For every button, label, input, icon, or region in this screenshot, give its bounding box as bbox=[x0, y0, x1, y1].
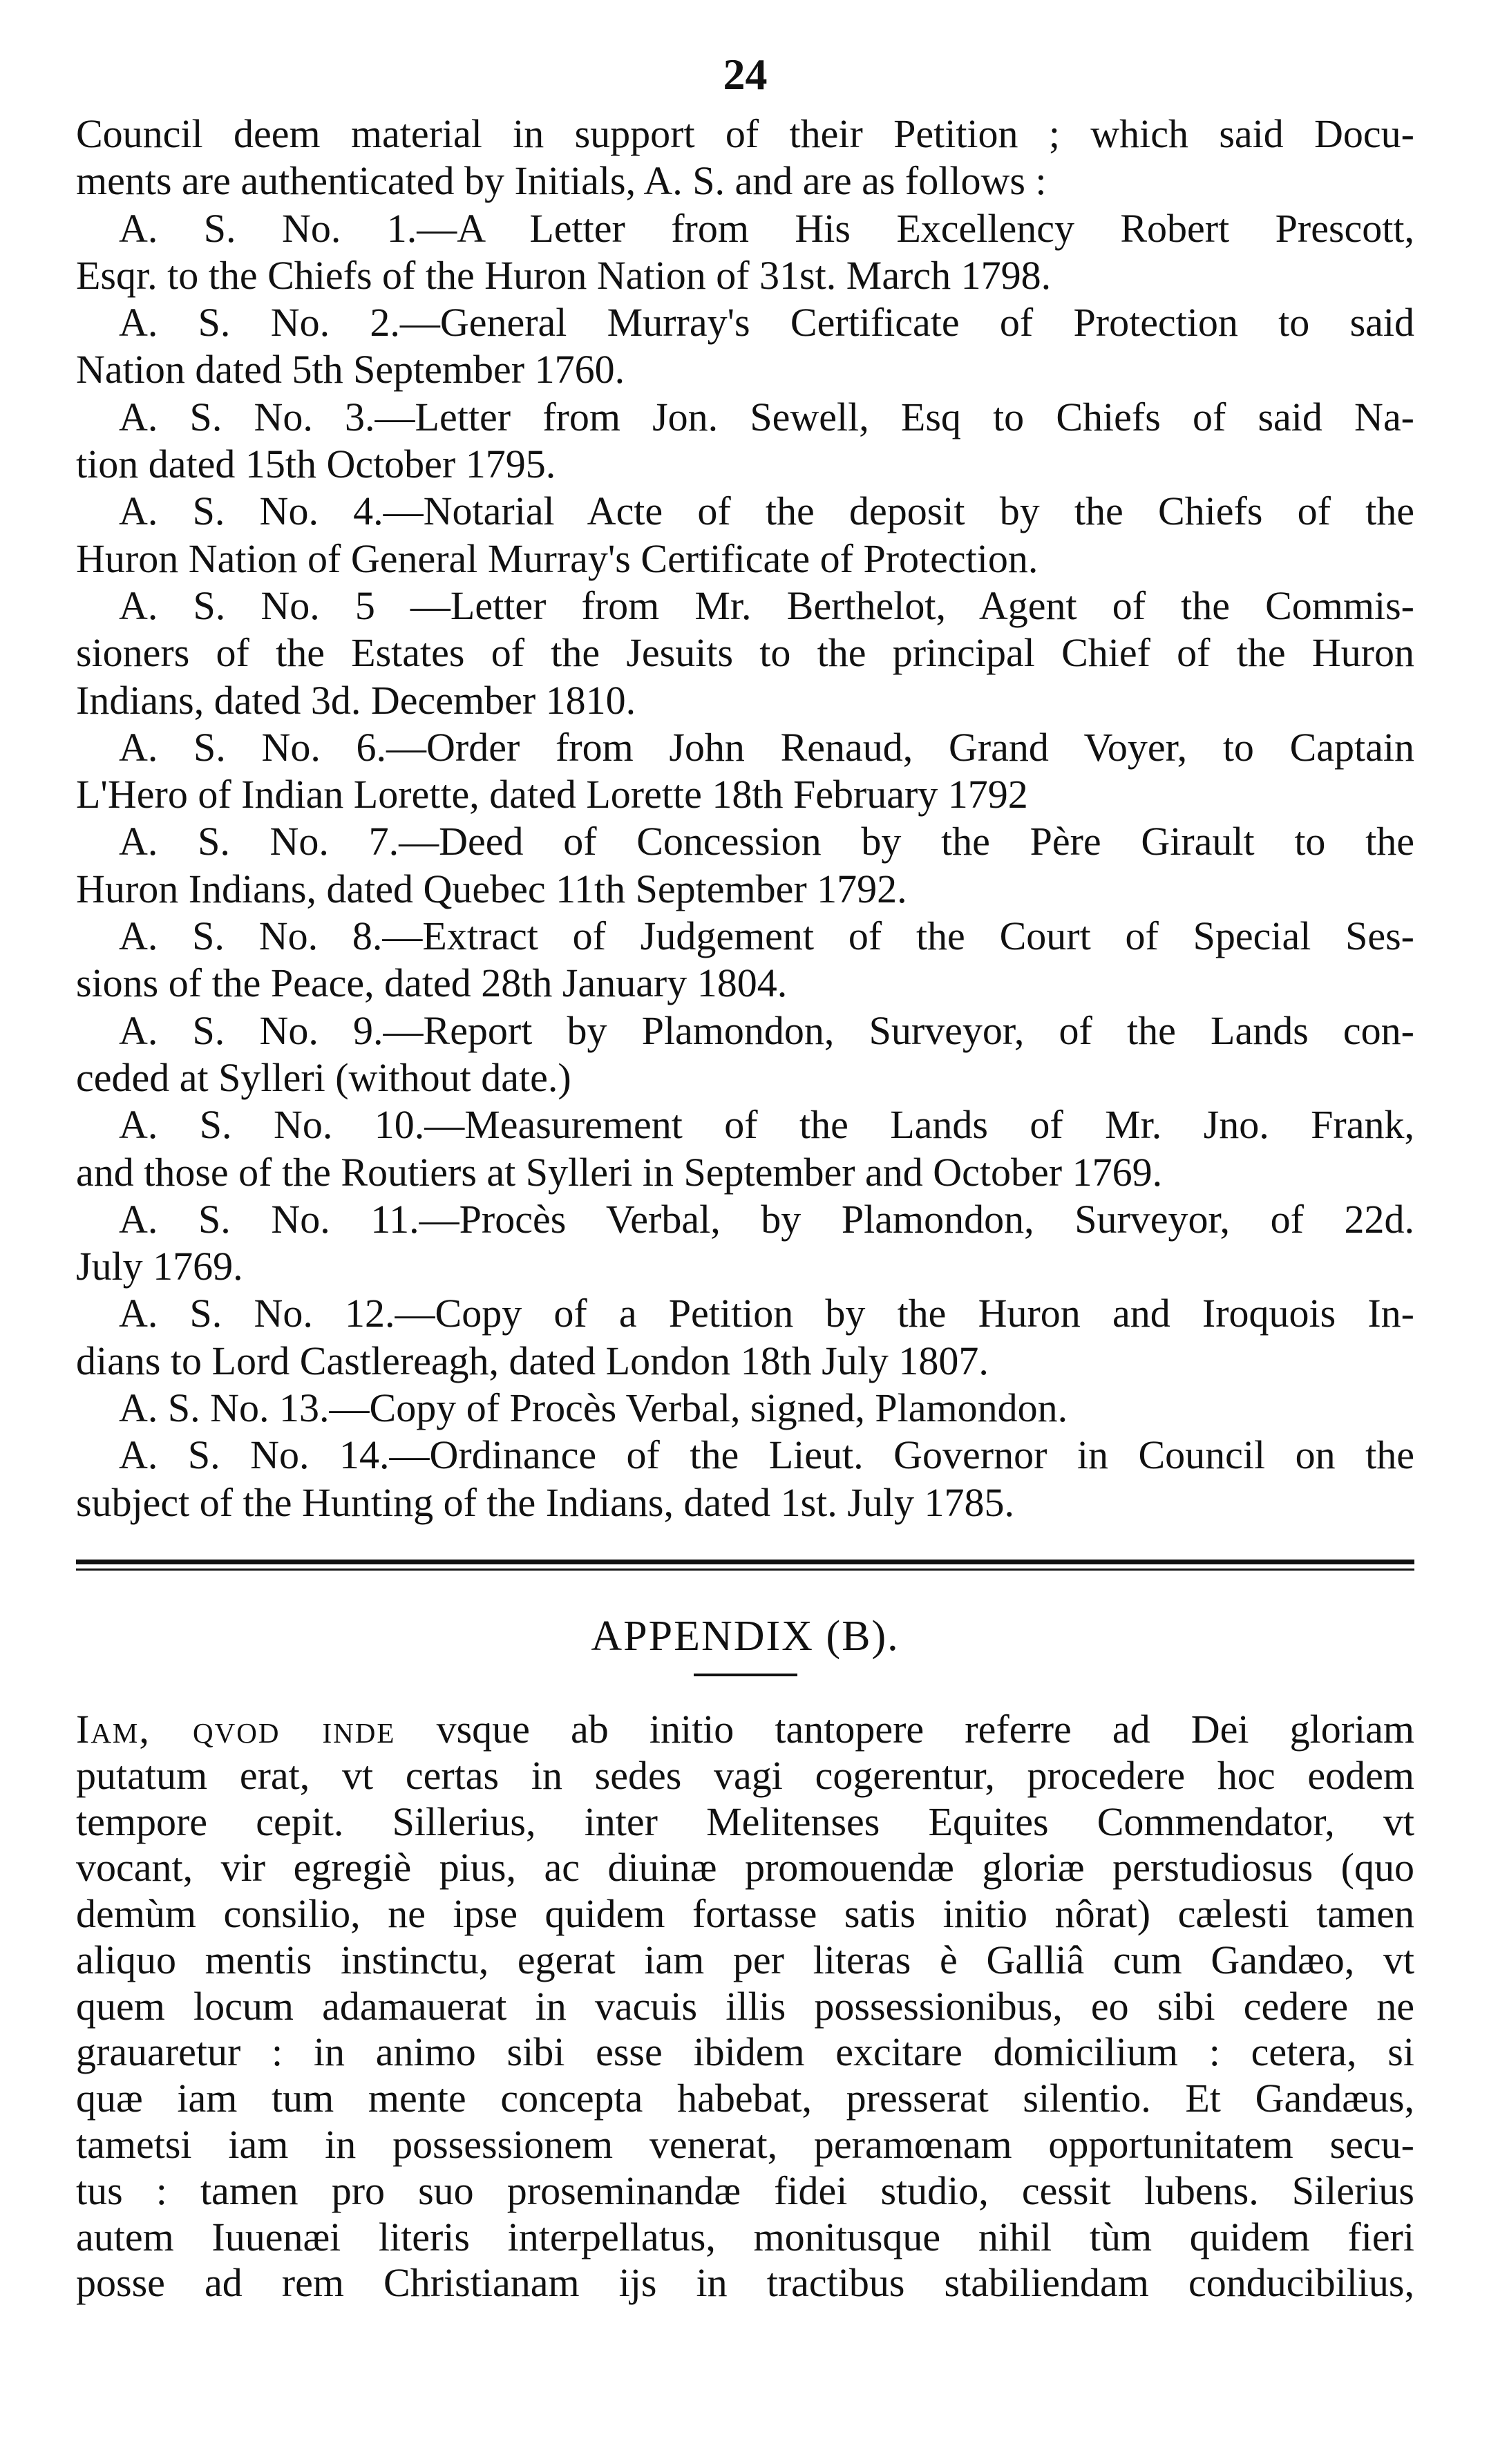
latin-line: vocant, vir egregiè pius, ac diuinæ promouendæ gloriæ perstudiosus (quo bbox=[76, 1845, 1414, 1890]
document-entry-line: A. S. No. 6.—Order from John Renaud, Grand Voyer, to Captain bbox=[119, 724, 1414, 770]
section-divider bbox=[76, 1560, 1414, 1571]
document-entry-line: A. S. No. 2.—General Murray's Certificate of Protection to said bbox=[119, 300, 1414, 345]
latin-line: autem Iuuenæi literis interpellatus, monitusque nihil tùm quidem fieri bbox=[76, 2214, 1414, 2259]
document-entry-line: and those of the Routiers at Sylleri in September and October 1769. bbox=[76, 1149, 1163, 1195]
latin-line: quæ iam tum mente concepta habebat, presserat silentio. Et Gandæus, bbox=[76, 2076, 1414, 2121]
latin-line: tempore cepit. Sillerius, inter Melitenses Equites Commendator, vt bbox=[76, 1799, 1414, 1844]
document-entry-line: A. S. No. 12.—Copy of a Petition by the Huron and Iroquois In- bbox=[119, 1291, 1414, 1336]
document-entry-line: A. S. No. 13.—Copy of Procès Verbal, signed, Plamondon. bbox=[119, 1385, 1068, 1431]
latin-line: tus : tamen pro suo proseminandæ fidei studio, cessit lubens. Silerius bbox=[76, 2168, 1414, 2213]
document-entry-line: A. S. No. 10.—Measurement of the Lands of Mr. Jno. Frank, bbox=[119, 1102, 1414, 1148]
document-entry-line: July 1769. bbox=[76, 1244, 243, 1289]
document-entry-line: Indians, dated 3d. December 1810. bbox=[76, 677, 636, 723]
document-entry-line: subject of the Hunting of the Indians, dated 1st. July 1785. bbox=[76, 1479, 1014, 1525]
appendix-heading: APPENDIX (B). bbox=[591, 1612, 900, 1660]
document-entry-line: L'Hero of Indian Lorette, dated Lorette 18th February 1792 bbox=[76, 772, 1028, 817]
document-entry-line: A. S. No. 1.—A Letter from His Excellency Robert Prescott, bbox=[119, 205, 1414, 251]
document-entry-line: A. S. No. 4.—Notarial Acte of the deposit by the Chiefs of the bbox=[119, 489, 1414, 534]
document-entry-line: Esqr. to the Chiefs of the Huron Nation of 31st. March 1798. bbox=[76, 252, 1052, 298]
latin-line: demùm consilio, ne ipse quidem fortasse satis initio nôrat) cælesti tamen bbox=[76, 1891, 1414, 1937]
document-entry-line: A. S. No. 8.—Extract of Judgement of the Court of Special Ses- bbox=[119, 913, 1414, 959]
document-entry-line: A. S. No. 3.—Letter from Jon. Sewell, Esq to Chiefs of said Na- bbox=[119, 394, 1414, 439]
document-entry-line: tion dated 15th October 1795. bbox=[76, 442, 556, 487]
document-entry-line: ceded at Sylleri (without date.) bbox=[76, 1054, 571, 1100]
document-entry-line: A. S. No. 11.—Procès Verbal, by Plamondon, Surveyor, of 22d. bbox=[119, 1196, 1414, 1242]
latin-passage bbox=[76, 1707, 1414, 2306]
page-number: 24 bbox=[723, 50, 768, 99]
documents-list bbox=[76, 111, 1414, 1526]
latin-line: aliquo mentis instinctu, egerat iam per literas è Galliâ cum Gandæo, vt bbox=[76, 1937, 1414, 1982]
document-entry-line: A. S. No. 5 —Letter from Mr. Berthelot, Agent of the Commis- bbox=[119, 582, 1414, 628]
divider-thick-rule bbox=[76, 1560, 1414, 1564]
divider-thin-rule bbox=[76, 1569, 1414, 1571]
document-entry-line: A. S. No. 7.—Deed of Concession by the Père Girault to the bbox=[119, 819, 1414, 864]
document-entry-line: dians to Lord Castlereagh, dated London 18th July 1807. bbox=[76, 1338, 989, 1383]
document-entry-line: A. S. No. 14.—Ordinance of the Lieut. Governor in Council on the bbox=[119, 1432, 1414, 1478]
document-entry-line: Nation dated 5th September 1760. bbox=[76, 347, 625, 392]
document-entries bbox=[76, 205, 1414, 1526]
intro-line: Council deem material in support of their Petition ; which said Docu- bbox=[76, 111, 1414, 156]
latin-first-line-text: vsque ab initio tantopere referre ad Dei gloriam bbox=[436, 1706, 1414, 1752]
document-entry-line: Huron Indians, dated Quebec 11th September 1792. bbox=[76, 866, 907, 911]
document-entry-line: Huron Nation of General Murray's Certificate of Protection. bbox=[76, 536, 1038, 581]
latin-line bbox=[76, 1707, 1414, 1753]
document-entry-line: sioners of the Estates of the Jesuits to the principal Chief of the Huron bbox=[76, 630, 1414, 676]
latin-opening-words: Iam, qvod inde bbox=[76, 1706, 396, 1752]
latin-line: quem locum adamauerat in vacuis illis possessionibus, eo sibi cedere ne bbox=[76, 1983, 1414, 2029]
latin-line: grauaretur : in animo sibi esse ibidem excitare domicilium : cetera, si bbox=[76, 2029, 1414, 2075]
latin-line: tametsi iam in possessionem venerat, peramœnam opportunitatem secu- bbox=[76, 2122, 1414, 2168]
latin-line: putatum erat, vt certas in sedes vagi cogerentur, procedere hoc eodem bbox=[76, 1752, 1414, 1798]
intro-line: ments are authenticated by Initials, A. S. and are as follows : bbox=[76, 158, 1047, 204]
heading-underline bbox=[694, 1674, 797, 1676]
latin-line: posse ad rem Christianam ijs in tractibus stabiliendam conducibilius, bbox=[76, 2260, 1414, 2306]
document-entry-line: A. S. No. 9.—Report by Plamondon, Surveyor, of the Lands con- bbox=[119, 1007, 1414, 1053]
document-entry-line: sions of the Peace, dated 28th January 1804. bbox=[76, 960, 788, 1006]
